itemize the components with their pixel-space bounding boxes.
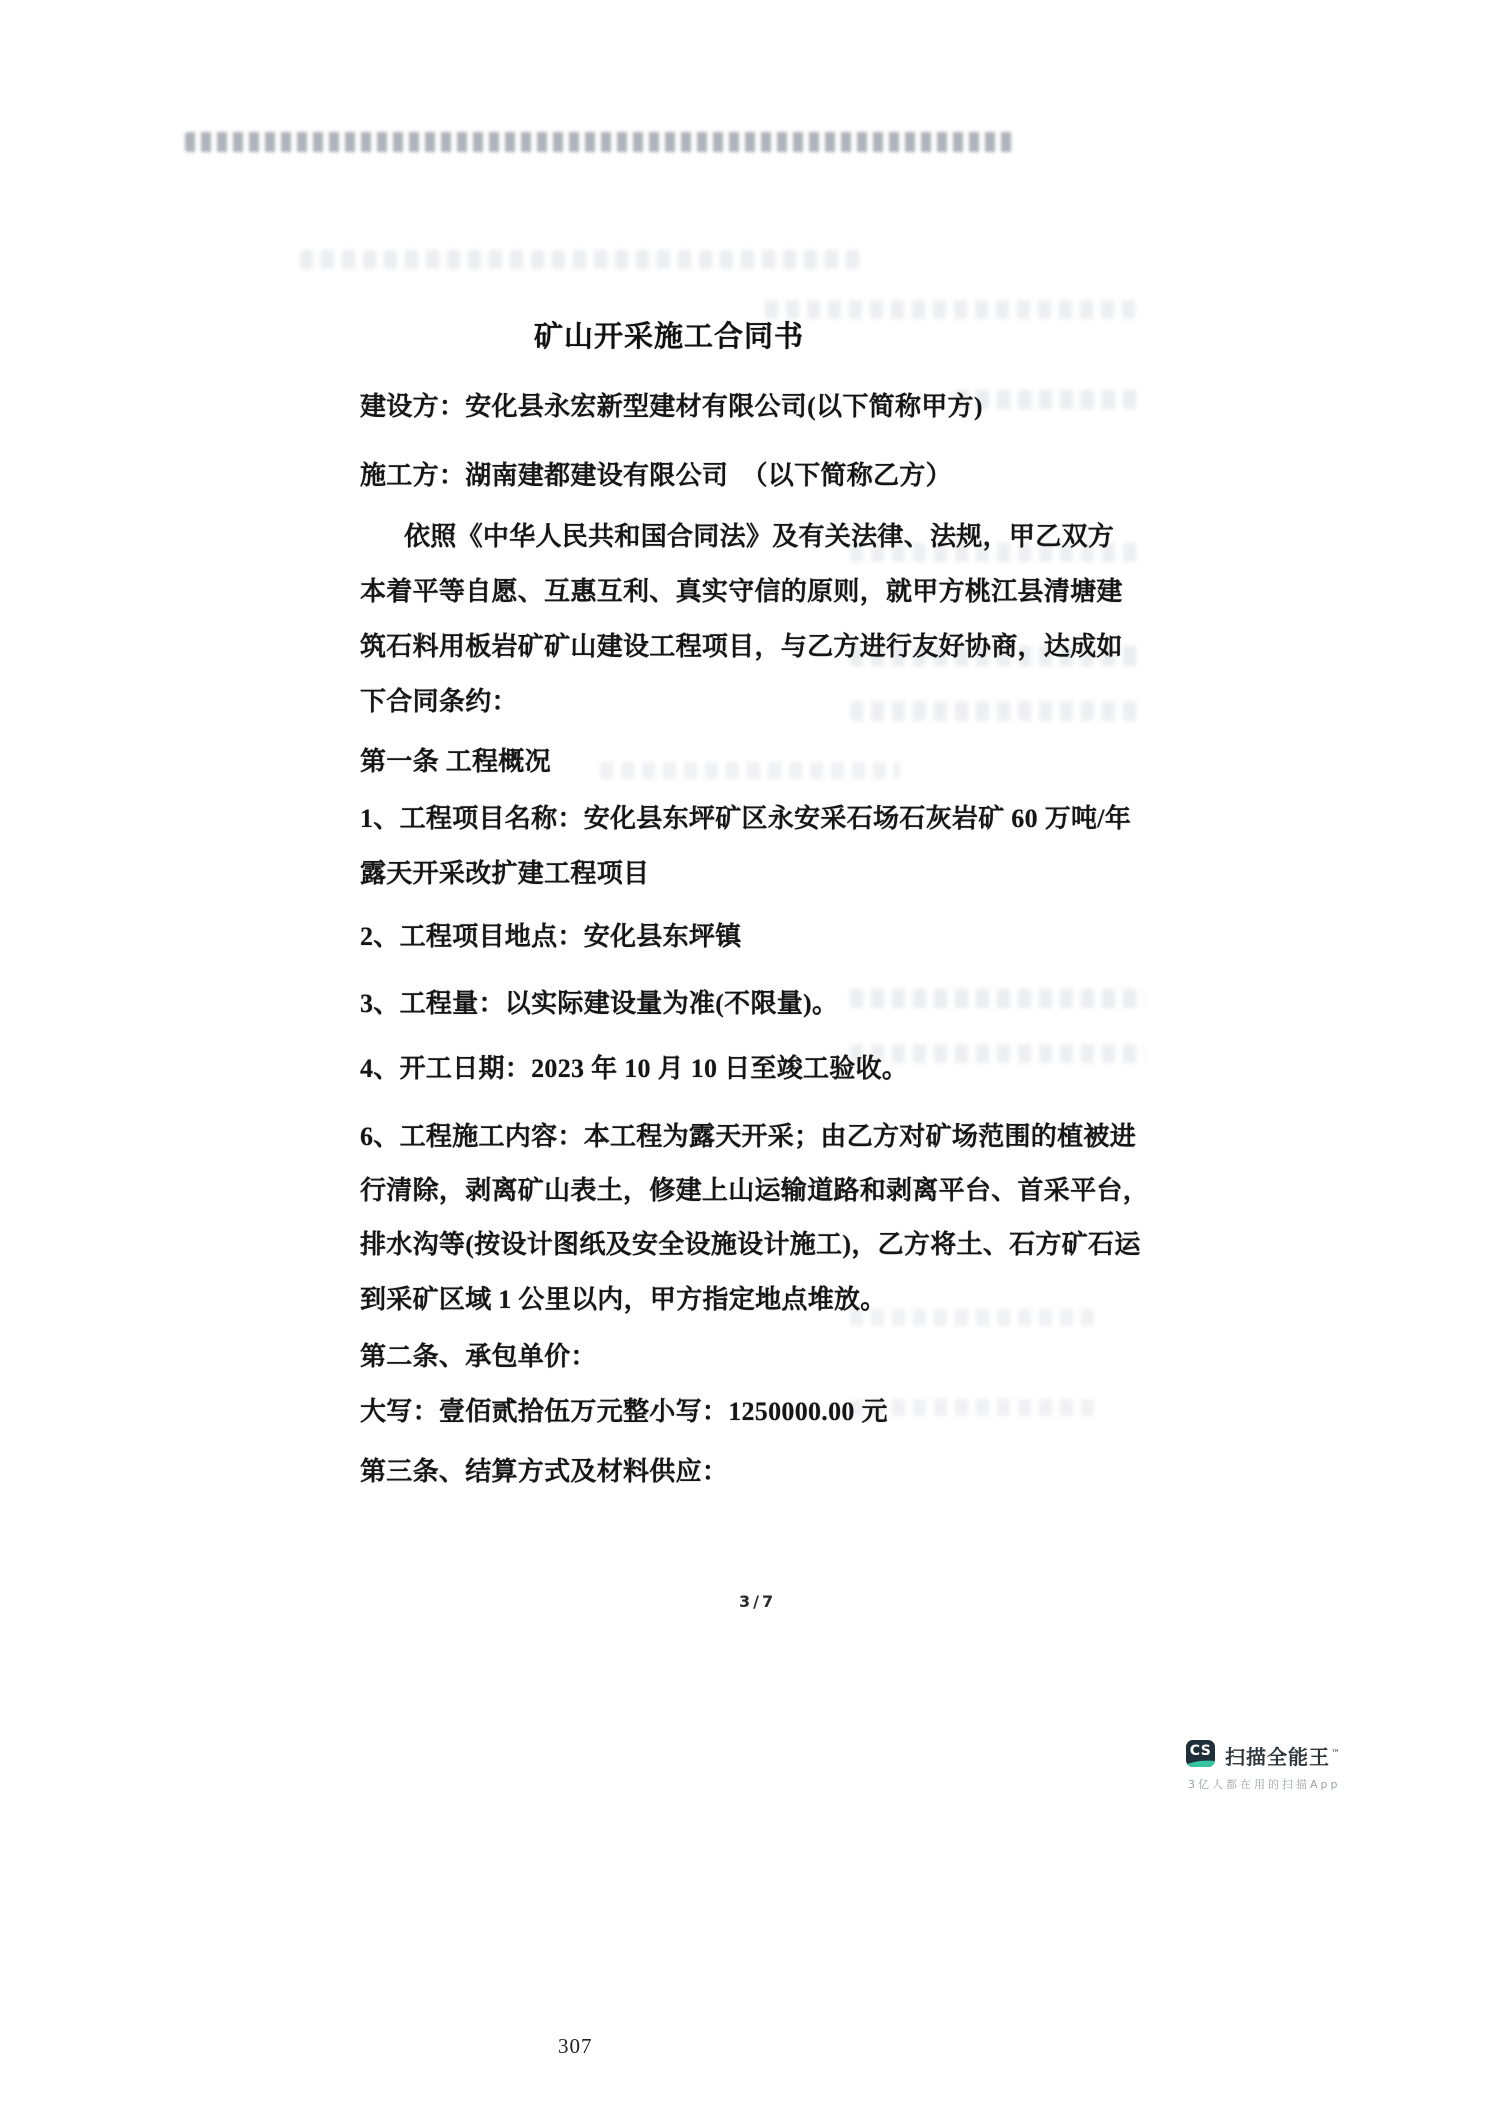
- section1-item6-line: 排水沟等(按设计图纸及安全设施设计施工)，乙方将土、石方矿石运: [360, 1230, 1141, 1259]
- party-builder-line: 建设方：安化县永宏新型建材有限公司(以下简称甲方): [360, 392, 983, 421]
- section3-heading: 第三条、结算方式及材料供应：: [360, 1457, 729, 1486]
- preamble-line: 下合同条约：: [360, 687, 518, 716]
- scan-bleed-artifact: [300, 250, 860, 269]
- book-page-number: 307: [558, 2034, 593, 2058]
- scan-bleed-artifact: [185, 132, 1015, 152]
- page-indicator: 3/7: [739, 1592, 777, 1611]
- section1-item1-line: 露天开采改扩建工程项目: [360, 859, 650, 888]
- camscanner-brand-text: [1225, 1741, 1341, 1770]
- preamble-line: 筑石料用板岩矿矿山建设工程项目，与乙方进行友好协商，达成如: [360, 632, 1123, 661]
- camscanner-tagline: 3亿人都在用的扫描App: [1188, 1778, 1341, 1791]
- section1-item6-line: 到采矿区域 1 公里以内，甲方指定地点堆放。: [360, 1285, 887, 1314]
- scan-bleed-artifact: [850, 989, 1145, 1008]
- section2-heading: 第二条、承包单价：: [360, 1342, 597, 1371]
- section1-item2-line: 2、工程项目地点：安化县东坪镇: [360, 922, 742, 951]
- party-contractor-line: 施工方：湖南建都建设有限公司 （以下简称乙方）: [360, 461, 952, 490]
- section2-amount-line: 大写：壹佰贰拾伍万元整小写：1250000.00 元: [360, 1397, 888, 1426]
- preamble-line: 本着平等自愿、互惠互利、真实守信的原则，就甲方桃江县清塘建: [360, 577, 1123, 606]
- scan-bleed-artifact: [850, 701, 1140, 721]
- camscanner-watermark: [1186, 1738, 1406, 1798]
- camscanner-swoosh-icon: [1186, 1758, 1215, 1767]
- scan-bleed-artifact: [600, 762, 900, 779]
- trademark-symbol: ™: [1331, 1749, 1341, 1760]
- scan-bleed-artifact: [850, 1309, 1100, 1326]
- camscanner-logo-icon: [1186, 1740, 1215, 1767]
- document-title: 矿山开采施工合同书: [534, 321, 805, 353]
- section1-item6-line: 行清除，剥离矿山表土，修建上山运输道路和剥离平台、首采平台，: [360, 1176, 1150, 1205]
- section1-heading: 第一条 工程概况: [360, 747, 551, 776]
- section1-item3-line: 3、工程量：以实际建设量为准(不限量)。: [360, 989, 839, 1018]
- camscanner-badge-letters: CS: [1189, 1743, 1212, 1759]
- section1-item4-line: 4、开工日期：2023 年 10 月 10 日至竣工验收。: [360, 1054, 909, 1083]
- scan-bleed-artifact: [765, 300, 1135, 319]
- section1-item1-line: 1、工程项目名称：安化县东坪矿区永安采石场石灰岩矿 60 万吨/年: [360, 804, 1132, 833]
- camscanner-brand-label: 扫描全能王: [1225, 1745, 1330, 1769]
- preamble-line: 依照《中华人民共和国合同法》及有关法律、法规，甲乙双方: [404, 522, 1115, 551]
- section1-item6-line: 6、工程施工内容：本工程为露天开采；由乙方对矿场范围的植被进: [360, 1122, 1137, 1151]
